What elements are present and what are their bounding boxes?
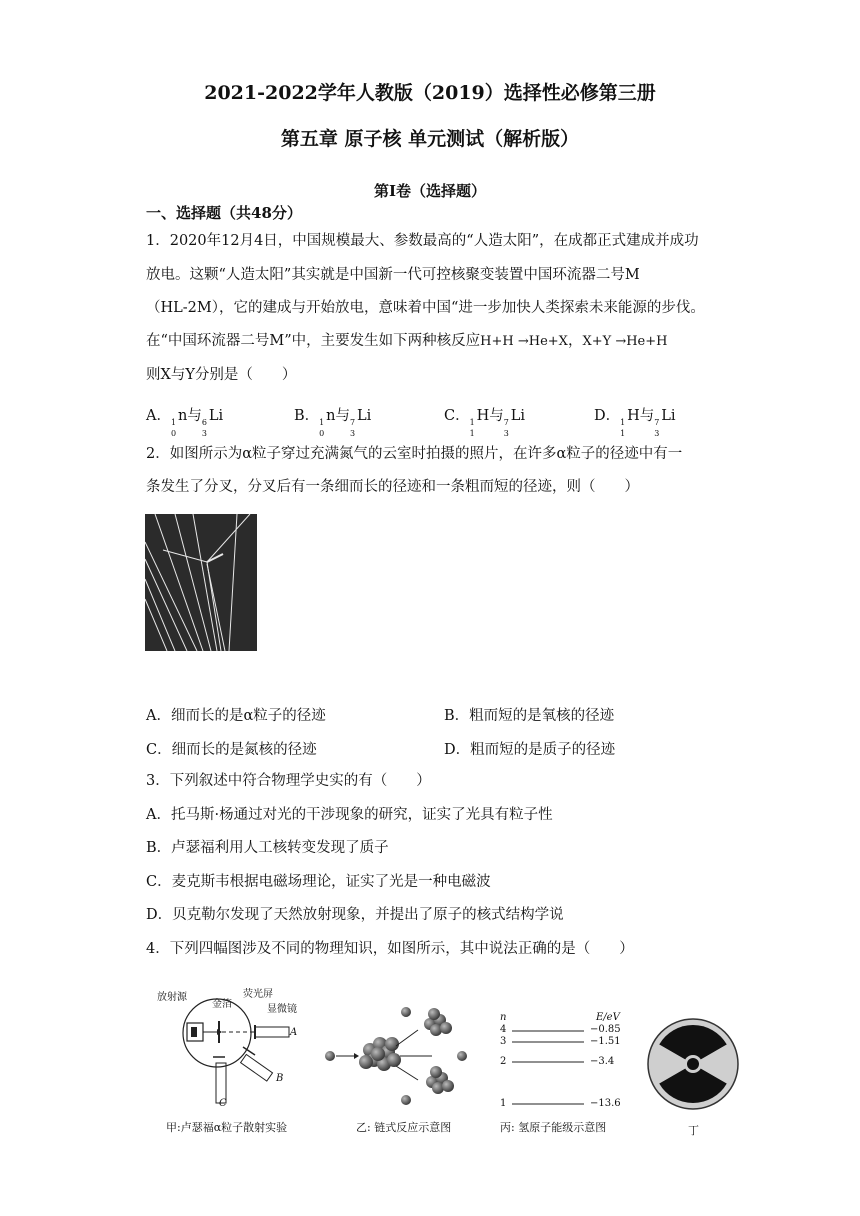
q2-option-c[interactable]: C．细而长的是氮核的径迹	[146, 742, 317, 758]
q1-d-atomic2: 3	[654, 429, 660, 438]
q1-option-d-part1: H与	[627, 408, 655, 424]
q3-option-a[interactable]: A．托马斯·杨通过对光的干涉现象的研究，证实了光具有粒子性	[146, 807, 553, 823]
q1-a-mass1: 1	[170, 418, 177, 427]
q3-stem: 3．下列叙述中符合物理学史实的有（ ）	[146, 773, 431, 789]
q2-option-a[interactable]: A．细而长的是α粒子的径迹	[146, 708, 326, 724]
q1-line3: （HL-2M），它的建成与开始放电，意味着中国“进一步加快人类探索未来能源的步伐。	[146, 300, 705, 316]
volume-heading: 第Ⅰ卷（选择题）	[373, 182, 487, 200]
q1-option-c[interactable]	[444, 404, 526, 438]
label-b: B	[276, 1073, 284, 1084]
radiation-symbol-icon	[646, 1017, 740, 1111]
q1-option-c-part1: H与	[476, 408, 504, 424]
label-screen: 荧光屏	[243, 989, 273, 1000]
q1-c-mass2: 7	[503, 418, 509, 427]
caption-ding: 丁	[688, 1124, 699, 1137]
label-a: A	[290, 1027, 298, 1038]
q1-option-d-part2: Li	[661, 408, 676, 424]
q1-c-atomic1: 1	[469, 429, 475, 438]
q1-option-a-label: A．	[146, 408, 171, 424]
level-e-3: −1.51	[590, 1036, 621, 1047]
q2-line2: 条发生了分叉，分叉后有一条细而长的径迹和一条粗而短的径迹，则（ ）	[146, 479, 639, 495]
level-n-2: 2	[500, 1056, 507, 1067]
level-e-4: −0.85	[590, 1024, 621, 1035]
chain-reaction-diagram	[322, 1000, 472, 1110]
energy-e-header: E/eV	[596, 1012, 620, 1023]
caption-bing: 丙: 氢原子能级示意图	[500, 1121, 607, 1134]
q4-stem: 4．下列四幅图涉及不同的物理知识，如图所示，其中说法正确的是（ ）	[146, 941, 634, 957]
q3-option-d[interactable]: D．贝克勒尔发现了天然放射现象，并提出了原子的核式结构学说	[146, 907, 564, 923]
q1-a-atomic1: 0	[170, 429, 177, 438]
q1-line4-text: 在“中国环流器二号M”中，主要发生如下两种核反应	[146, 333, 481, 349]
q3-option-c[interactable]: C．麦克斯韦根据电磁场理论，证实了光是一种电磁波	[146, 874, 491, 890]
q3-option-b[interactable]: B．卢瑟福利用人工核转变发现了质子	[146, 840, 389, 856]
caption-jia: 甲:卢瑟福α粒子散射实验	[166, 1121, 288, 1134]
q1-option-d[interactable]	[594, 404, 676, 438]
label-microscope: 显微镜	[267, 1004, 297, 1015]
level-e-2: −3.4	[590, 1056, 615, 1067]
q1-option-d-label: D．	[594, 408, 621, 424]
q1-b-mass2: 7	[350, 418, 356, 427]
q1-line2: 放电。这颗“人造太阳”其实就是中国新一代可控核聚变装置中国环流器二号M	[146, 267, 640, 283]
q1-line1: 1．2020年12月4日，中国规模最大、参数最高的“人造太阳”，在成都正式建成并成功	[146, 233, 699, 249]
q1-reaction-sep: ，	[567, 333, 583, 349]
q1-option-c-label: C．	[444, 408, 470, 424]
energy-n-header: n	[500, 1012, 507, 1023]
q1-reaction1: H+H →He+X	[480, 334, 568, 349]
q1-option-b-label: B．	[294, 408, 320, 424]
part-heading: 一、选择题（共48分）	[146, 204, 302, 222]
q1-option-b[interactable]	[294, 404, 372, 438]
q2-option-d[interactable]: D．粗而短的是质子的径迹	[444, 742, 616, 758]
page-subtitle: 第五章 原子核 单元测试（解析版）	[280, 128, 580, 150]
label-source: 放射源	[157, 992, 187, 1003]
q1-option-b-part1: n与	[326, 408, 350, 424]
label-c: C	[219, 1098, 227, 1109]
q1-line4	[146, 331, 667, 352]
q1-b-atomic1: 0	[319, 429, 325, 438]
page-title: 2021-2022学年人教版（2019）选择性必修第三册	[204, 82, 656, 104]
q2-option-b[interactable]: B．粗而短的是氧核的径迹	[444, 708, 615, 724]
q1-option-c-part2: Li	[510, 408, 526, 424]
q1-d-mass1: 1	[620, 418, 626, 427]
q1-reaction2: X+Y →He+H	[582, 334, 668, 349]
q1-option-b-part2: Li	[357, 408, 372, 424]
q1-b-mass1: 1	[319, 418, 325, 427]
q1-d-mass2: 7	[654, 418, 660, 427]
q1-line5: 则X与Y分别是（ ）	[146, 367, 297, 383]
level-e-1: −13.6	[590, 1098, 621, 1109]
q1-option-a[interactable]	[146, 404, 224, 438]
q1-a-mass2: 6	[201, 418, 207, 427]
q1-d-atomic1: 1	[620, 429, 626, 438]
energy-level-lines	[508, 1025, 588, 1110]
label-foil: 金箔	[212, 999, 232, 1010]
level-n-1: 1	[500, 1098, 507, 1109]
cloud-chamber-photo	[145, 514, 257, 651]
q1-option-a-part2: Li	[208, 408, 224, 424]
level-n-4: 4	[500, 1024, 507, 1035]
q1-a-atomic2: 3	[201, 429, 207, 438]
q1-c-mass1: 1	[469, 418, 475, 427]
q1-b-atomic2: 3	[350, 429, 356, 438]
q1-option-a-part1: n与	[177, 408, 202, 424]
q2-line1: 2．如图所示为α粒子穿过充满氮气的云室时拍摄的照片，在许多α粒子的径迹中有一	[146, 446, 683, 462]
caption-yi: 乙: 链式反应示意图	[356, 1121, 452, 1134]
q1-c-atomic2: 3	[503, 429, 509, 438]
level-n-3: 3	[500, 1036, 507, 1047]
